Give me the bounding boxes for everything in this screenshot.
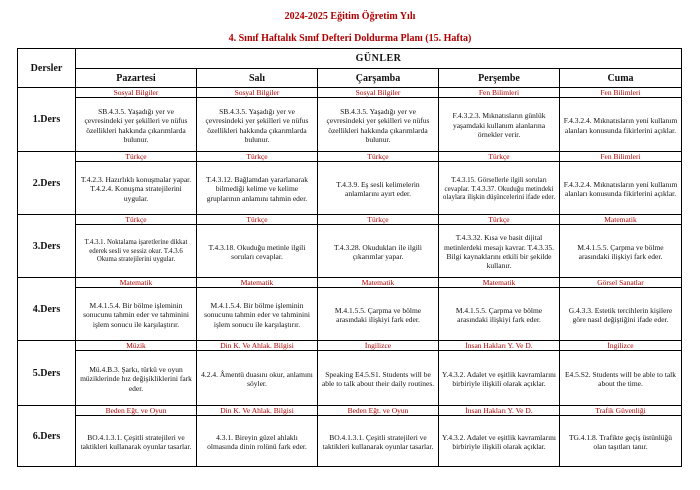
subject-name: Fen Bilimleri: [560, 152, 681, 162]
outcome-text: Mü.4.B.3. Şarkı, türkü ve oyun müziklerinde hız değişikliklerini fark eder.: [80, 364, 192, 393]
subject-name: Türkçe: [76, 152, 196, 162]
lesson-label: 3.Ders: [18, 215, 76, 278]
outcome-text: G.4.3.3. Estetik tercihlerin kişilere göre nasıl değiştiğini ifade eder.: [568, 305, 673, 324]
subject-name: Din K. Ve Ahlak. Bilgisi: [197, 341, 317, 351]
subject-name: İngilizce: [560, 341, 681, 351]
schedule-cell: [439, 88, 560, 152]
schedule-cell: [560, 215, 682, 278]
outcome-text: T.4.2.3. Hazırlıklı konuşmalar yapar. T.4.2.4. Konuşma stratejilerini uygular.: [80, 174, 192, 203]
outcome-text: BO.4.1.3.1. Çeşitli stratejileri ve taktikleri kullanarak oyunlar tasarlar.: [322, 432, 434, 451]
schedule-cell: [197, 152, 318, 215]
subject-name: Sosyal Bilgiler: [197, 88, 317, 98]
subject-name: İnsan Hakları Y. Ve D.: [439, 406, 559, 416]
schedule-cell: [318, 215, 439, 278]
outcome-text: M.4.1.5.5. Çarpma ve bölme arasındaki ilişkiyi fark eder.: [577, 242, 664, 261]
outcome-text: E4.5.S2. Students will be able to talk about the time.: [564, 369, 677, 388]
schedule-cell: [197, 88, 318, 152]
schedule-cell: [560, 341, 682, 406]
outcome-text: 4.2.4. Âmentü duasını okur, anlamını söyler.: [201, 369, 313, 388]
lesson-label: 2.Ders: [18, 152, 76, 215]
subject-name: Görsel Sanatlar: [560, 278, 681, 288]
schedule-cell: [197, 215, 318, 278]
schedule-cell: [197, 341, 318, 406]
outcome-text: SB.4.3.5. Yaşadığı yer ve çevresindeki yer şekilleri ve nüfus özellikleri hakkında çıkarımlarda bulunur.: [326, 106, 430, 144]
day-header-wednesday: Çarşamba: [318, 69, 439, 88]
subject-name: Türkçe: [439, 152, 559, 162]
lesson-row-4: [18, 278, 682, 341]
schedule-cell: [318, 278, 439, 341]
lesson-label: 4.Ders: [18, 278, 76, 341]
outcome-text: F.4.3.2.4. Mıknatısların yeni kullanım alanları konusunda fikirlerini açıklar.: [563, 179, 678, 198]
outcome-text: T.4.3.1. Noktalama işaretlerine dikkat ederek sesli ve sessiz okur. T.4.3.6 Okuma stratejilerini uygular.: [84, 239, 188, 264]
outcome-text: M.4.1.5.4. Bir bölme işleminin sonucunu tahmin eder ve tahminini işlem sonucu ile karşılaştırır.: [204, 300, 310, 329]
subject-name: Beden Eğt. ve Oyun: [318, 406, 438, 416]
schedule-cell: [197, 406, 318, 467]
lesson-row-2: [18, 152, 682, 215]
schedule-cell: [76, 341, 197, 406]
gunler-header: GÜNLER: [76, 49, 682, 69]
dersler-header: Dersler: [18, 49, 76, 88]
outcome-text: 4.3.1. Bireyin güzel ahlaklı olmasında dinin rolünü fark eder.: [207, 432, 307, 451]
schedule-cell: [439, 341, 560, 406]
subject-name: Fen Bilimleri: [439, 88, 559, 98]
outcome-text: M.4.1.5.5. Çarpma ve bölme arasındaki ilişkiyi fark eder.: [455, 305, 543, 324]
subject-name: Müzik: [76, 341, 196, 351]
outcome-text: M.4.1.5.4. Bir bölme işleminin sonucunu tahmin eder ve tahminini işlem sonucu ile karşılaştırır.: [83, 300, 189, 329]
schedule-cell: [318, 152, 439, 215]
subject-name: Türkçe: [439, 215, 559, 225]
day-header-thursday: Perşembe: [439, 69, 560, 88]
schedule-cell: [439, 152, 560, 215]
schedule-cell: [560, 152, 682, 215]
lesson-row-6: [18, 406, 682, 467]
schedule-cell: [76, 278, 197, 341]
subject-name: Beden Eğt. ve Oyun: [76, 406, 196, 416]
schedule-cell: [76, 88, 197, 152]
document-title-year: 2024-2025 Eğitim Öğretim Yılı: [284, 11, 416, 22]
outcome-text: T.4.3.18. Okuduğu metinle ilgili soruları cevaplar.: [208, 242, 306, 261]
outcome-text: SB.4.3.5. Yaşadığı yer ve çevresindeki yer şekilleri ve nüfus özellikleri hakkında çıkarımlarda bulunur.: [205, 106, 309, 144]
subject-name: Trafik Güvenliği: [560, 406, 681, 416]
outcome-text: M.4.1.5.5. Çarpma ve bölme arasındaki ilişkiyi fark eder.: [334, 305, 422, 324]
outcome-text: T.4.3.28. Okudukları ile ilgili çıkarımlar yapar.: [334, 242, 422, 261]
day-header-tuesday: Salı: [197, 69, 318, 88]
schedule-cell: [318, 341, 439, 406]
schedule-cell: [76, 406, 197, 467]
outcome-text: Y.4.3.2. Adalet ve eşitlik kavramlarını birbiriyle ilişkili olarak açıklar.: [442, 432, 557, 451]
outcome-text: TG.4.1.8. Trafikte geçiş üstünlüğü olan taşıtları tanır.: [568, 432, 673, 451]
lesson-row-3: [18, 215, 682, 278]
weekly-schedule-table: [17, 48, 682, 467]
outcome-text: BO.4.1.3.1. Çeşitli stratejileri ve taktikleri kullanarak oyunlar tasarlar.: [80, 432, 192, 451]
subject-name: Türkçe: [318, 152, 438, 162]
subject-name: İnsan Hakları Y. Ve D.: [439, 341, 559, 351]
outcome-text: Y.4.3.2. Adalet ve eşitlik kavramlarını birbiriyle ilişkili olarak açıklar.: [442, 369, 557, 388]
subject-name: Matematik: [439, 278, 559, 288]
schedule-cell: [318, 406, 439, 467]
schedule-cell: [76, 152, 197, 215]
lesson-label: 5.Ders: [18, 341, 76, 406]
outcome-text: F.4.3.2.4. Mıknatısların yeni kullanım alanları konusunda fikirlerini açıklar.: [563, 116, 678, 135]
subject-name: Matematik: [76, 278, 196, 288]
outcome-text: T.4.3.15. Görsellerle ilgili soruları cevaplar. T.4.3.37. Okuduğu metindeki olaylara ilişkin düşüncelerini ifade eder.: [442, 175, 556, 202]
schedule-cell: [560, 278, 682, 341]
schedule-cell: [560, 88, 682, 152]
subject-name: Türkçe: [197, 152, 317, 162]
outcome-text: T.4.3.32. Kısa ve basit dijital metinlerdeki mesajı kavrar. T.4.3.35. Bilgi kaynaklarını etkili bir şekilde kullanır.: [443, 233, 555, 271]
document-title-plan: 4. Sınıf Haftalık Sınıf Defteri Doldurma Planı (15. Hafta): [228, 33, 472, 44]
schedule-cell: [76, 215, 197, 278]
subject-name: Sosyal Bilgiler: [318, 88, 438, 98]
subject-name: Matematik: [560, 215, 681, 225]
subject-name: Türkçe: [197, 215, 317, 225]
lesson-row-5: [18, 341, 682, 406]
schedule-cell: [197, 278, 318, 341]
schedule-cell: [439, 215, 560, 278]
outcome-text: SB.4.3.5. Yaşadığı yer ve çevresindeki yer şekilleri ve nüfus özellikleri hakkında çıkarımlarda bulunur.: [84, 106, 188, 144]
subject-name: Türkçe: [318, 215, 438, 225]
lesson-label: 6.Ders: [18, 406, 76, 467]
subject-name: Sosyal Bilgiler: [76, 88, 196, 98]
subject-name: Matematik: [197, 278, 317, 288]
schedule-cell: [439, 278, 560, 341]
subject-name: Din K. Ve Ahlak. Bilgisi: [197, 406, 317, 416]
outcome-text: T.4.3.12. Bağlamdan yararlanarak bilmediği kelime ve kelime gruplarının anlamını tahmin eder.: [206, 174, 308, 203]
outcome-text: T.4.3.9. Eş sesli kelimelerin anlamlarını ayırt eder.: [336, 179, 420, 198]
outcome-text: Speaking E4.5.S1. Students will be able to talk about their daily routines.: [321, 369, 435, 388]
subject-name: Fen Bilimleri: [560, 88, 681, 98]
lesson-row-1: [18, 88, 682, 152]
day-header-friday: Cuma: [560, 69, 682, 88]
subject-name: Matematik: [318, 278, 438, 288]
schedule-cell: [318, 88, 439, 152]
schedule-cell: [439, 406, 560, 467]
subject-name: Türkçe: [76, 215, 196, 225]
day-header-monday: Pazartesi: [76, 69, 197, 88]
outcome-text: F.4.3.2.3. Mıknatısların günlük yaşamdaki kullanım alanlarına örnekler verir.: [452, 111, 546, 140]
lesson-label: 1.Ders: [18, 88, 76, 152]
schedule-cell: [560, 406, 682, 467]
subject-name: İngilizce: [318, 341, 438, 351]
